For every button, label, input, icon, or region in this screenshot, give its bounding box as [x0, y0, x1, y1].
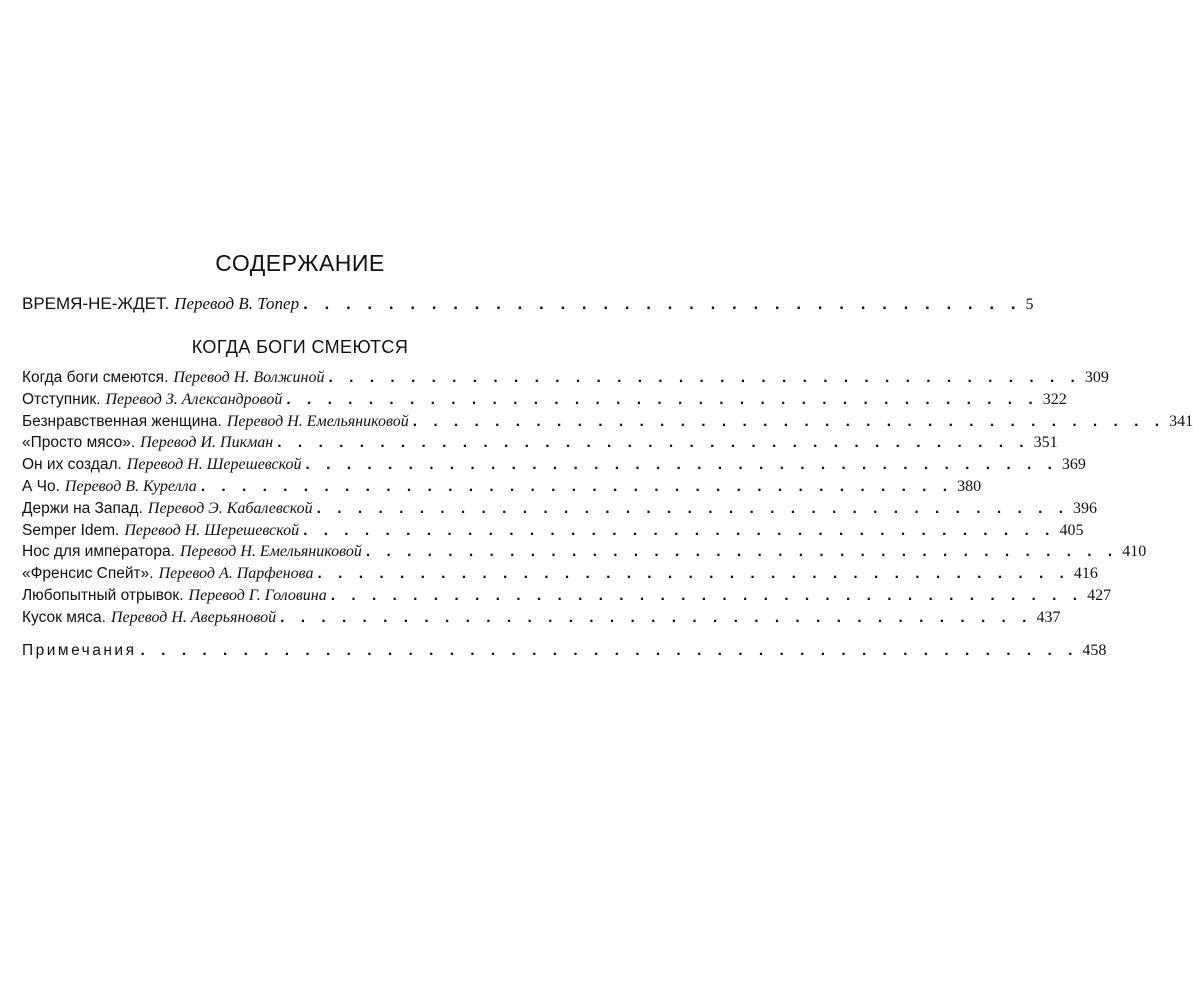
toc-entry	[22, 521, 1084, 541]
entry-page: 405	[1059, 521, 1084, 539]
entry-translator: Перевод З. Александровой	[105, 390, 283, 408]
entry-page: 309	[1084, 369, 1109, 386]
entry-title: Любопытный отрывок.	[22, 587, 184, 604]
entry-title: Примечания	[22, 642, 137, 659]
toc-title: СОДЕРЖАНИЕ	[215, 250, 385, 276]
entry-translator: Перевод В. Курелла	[64, 478, 197, 495]
dot-leader: . . . . . . . . . . . . . . . . . . . . . . . . . . . . . . . . . . . . .	[200, 478, 954, 495]
entry-title: «Френсис Спейт».	[22, 565, 154, 583]
dot-leader: . . . . . . . . . . . . . . . . . . . . . . . . . . . . . . . . . . . . .	[412, 412, 1166, 430]
entry-page: 5	[1025, 296, 1034, 313]
entry-translator: Перевод А. Парфенова	[158, 565, 314, 583]
toc-entry-main-work	[22, 294, 1034, 315]
entry-page: 410	[1122, 543, 1147, 561]
toc-entry	[22, 433, 1058, 453]
entry-translator: Перевод Э. Кабалевской	[147, 499, 313, 517]
dot-leader: . . . . . . . . . . . . . . . . . . . . . . . . . . . . . . . . . . . . .	[280, 608, 1033, 626]
dot-leader: . . . . . . . . . . . . . . . . . . . . . . . . . . . . . . . . . .	[303, 294, 1022, 313]
entry-page: 341	[1169, 412, 1193, 430]
entry-translator: Перевод Н. Шерешевской	[124, 521, 300, 539]
dot-leader: . . . . . . . . . . . . . . . . . . . . . . . . . . . . . . . . . . . . .	[330, 587, 1084, 604]
entry-title: А Чо.	[22, 478, 60, 495]
entry-page: 369	[1061, 456, 1086, 474]
dot-leader: . . . . . . . . . . . . . . . . . . . . . . . . . . . . . . . . . . . . .	[317, 565, 1070, 583]
entry-translator: Перевод Н. Аверьяновой	[110, 608, 277, 626]
section-heading: КОГДА БОГИ СМЕЮТСЯ	[191, 337, 409, 357]
dot-leader: . . . . . . . . . . . . . . . . . . . . . . . . . . . . . . . . . . . . .	[277, 434, 1030, 452]
entry-page: 458	[1082, 642, 1107, 659]
entry-title: Когда боги смеются.	[22, 369, 169, 386]
toc-entry	[22, 499, 1097, 519]
entry-title: Безнравственная женщина.	[22, 412, 222, 430]
entry-translator: Перевод Н. Шерешевской	[126, 456, 302, 474]
entry-title: Кусок мяса.	[22, 608, 106, 626]
entry-title: ВРЕМЯ-НЕ-ЖДЕТ.	[22, 294, 170, 313]
entry-translator: Перевод Н. Емельяниковой	[179, 543, 362, 561]
entry-title: Держи на Запад.	[22, 499, 143, 517]
entry-page: 396	[1073, 499, 1097, 517]
entry-translator: Перевод Н. Емельяниковой	[226, 412, 409, 430]
dot-leader: . . . . . . . . . . . . . . . . . . . . . . . . . . . . . . . . . . . . .	[328, 369, 1081, 386]
entry-page: 322	[1042, 390, 1067, 408]
dot-leader: . . . . . . . . . . . . . . . . . . . . . . . . . . . . . . . . . . . . .	[286, 390, 1039, 408]
entry-page: 380	[957, 478, 982, 495]
toc-entry	[22, 564, 1098, 584]
entry-title: Semper Idem.	[22, 521, 120, 539]
toc-entry	[22, 390, 1067, 410]
entry-page: 437	[1036, 608, 1061, 626]
dot-leader: . . . . . . . . . . . . . . . . . . . . . . . . . . . . . . . . . . . . .	[365, 543, 1119, 561]
toc-entry	[22, 608, 1061, 628]
entry-translator: Перевод Н. Волжиной	[173, 369, 325, 386]
dot-leader: . . . . . . . . . . . . . . . . . . . . . . . . . . . . . . . . . . . . .	[303, 521, 1056, 539]
entry-page: 427	[1087, 587, 1112, 604]
entry-page: 416	[1073, 565, 1098, 583]
toc-entry	[22, 455, 1086, 475]
toc-entry-notes	[22, 641, 1107, 661]
entry-page: 351	[1033, 434, 1058, 452]
entry-title: «Просто мясо».	[22, 434, 136, 452]
entry-translator: Перевод Г. Головина	[188, 587, 327, 604]
entry-title: Нос для императора.	[22, 543, 175, 561]
dot-leader: . . . . . . . . . . . . . . . . . . . . . . . . . . . . . . . . . . . . .	[305, 456, 1058, 474]
dot-leader: . . . . . . . . . . . . . . . . . . . . . . . . . . . . . . . . . . . . . . . . . . . . . .	[140, 642, 1079, 659]
entry-translator: Перевод В. Топер	[174, 294, 300, 313]
toc-entry	[22, 368, 1109, 388]
toc-entry	[22, 586, 1112, 606]
entry-translator: Перевод И. Пикман	[140, 434, 274, 452]
toc-entry	[22, 412, 1193, 432]
toc-entry	[22, 542, 1147, 562]
toc-entry	[22, 477, 982, 497]
entry-title: Отступник.	[22, 390, 101, 408]
dot-leader: . . . . . . . . . . . . . . . . . . . . . . . . . . . . . . . . . . . . .	[316, 499, 1069, 517]
entry-title: Он их создал.	[22, 456, 122, 474]
